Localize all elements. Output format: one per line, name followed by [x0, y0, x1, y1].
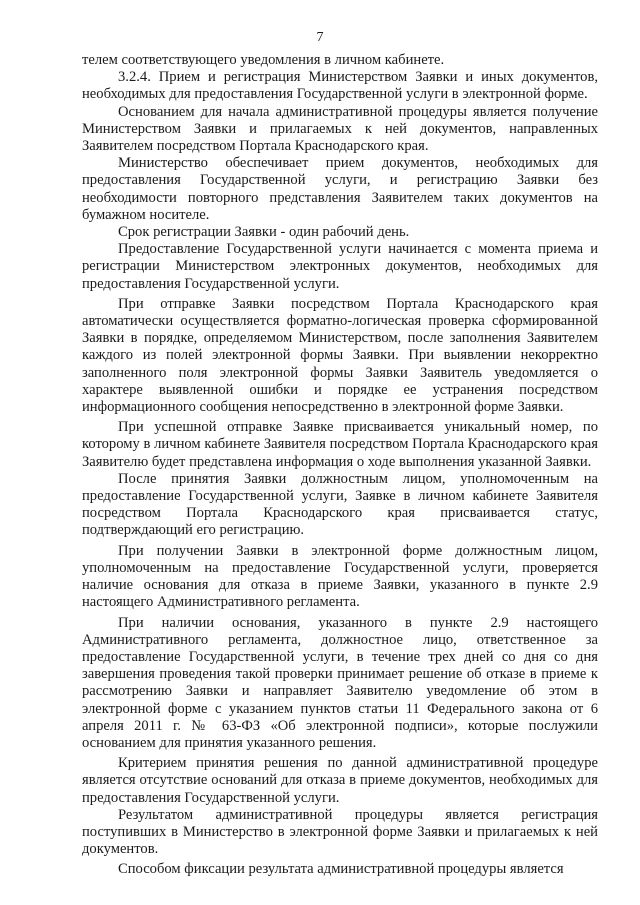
paragraph: Предоставление Государственной услуги начинается с момента приема и регистрации Министерством электронных документов, необходимых для предоставления Государственной услуги.: [82, 241, 598, 292]
paragraph-continuation: телем соответствующего уведомления в личном кабинете.: [82, 52, 445, 68]
paragraph: Результатом административной процедуры является регистрация поступивших в Министерство в электронной форме Заявки и прилагаемых к ней документов.: [82, 806, 598, 858]
page-number: 7: [316, 30, 324, 45]
paragraph: При наличии основания, указанного в пункте 2.9 настоящего Административного регламента, должностное лицо, ответственное за предоставление Государственной услуги, в течение трех дней со дня со дня завершения проведения такой проверки принимает решение об отказе в приеме к рассмотрению Заявки и направляет Заявителю уведомление об этом в электронной форме с указанием пунктов статьи 11 Федерального закона от 6 апреля 2011 г. № 63-ФЗ «Об электронной подписи», которые послужили основанием для принятия указанного решения.: [82, 614, 598, 751]
paragraph: Способом фиксации результата административной процедуры является: [118, 861, 564, 878]
paragraph: При успешной отправке Заявке присваивается уникальный номер, по которому в личном кабинете Заявителя посредством Портала Краснодарского края Заявителю будет представлена информация о ходе выполнения указанной Заявки.: [82, 419, 598, 470]
section-heading-3-2-4: 3.2.4. Прием и регистрация Министерством Заявки и иных документов, необходимых для предоставления Государственной услуги в электронной форме.: [82, 69, 598, 103]
paragraph: Критерием принятия решения по данной административной процедуре является отсутствие оснований для отказа в приеме документов, необходимых для предоставления Государственной услуги.: [82, 755, 598, 806]
paragraph: Срок регистрации Заявки - один рабочий день.: [118, 224, 410, 241]
paragraph: Министерство обеспечивает прием документов, необходимых для предоставления Государственной услуги, и регистрацию Заявки без необходимости повторного представления Заявителем таких документов на бумажном носителе.: [82, 155, 598, 223]
document-body: [82, 52, 598, 879]
paragraph: При получении Заявки в электронной форме должностным лицом, уполномоченным на предоставление Государственной услуги, проверяется наличие основания для отказа в приеме Заявки, указанного в пункте 2.9 настоящего Административного регламента.: [82, 542, 598, 611]
paragraph: После принятия Заявки должностным лицом, уполномоченным на предоставление Государственной услуги, Заявке в личном кабинете Заявителя посредством Портала Краснодарского края присваивается статус, подтверждающий его регистрацию.: [82, 470, 598, 539]
paragraph: Основанием для начала административной процедуры является получение Министерством Заявки и прилагаемых к ней документов, направленных Заявителем посредством Портала Краснодарского края.: [82, 103, 598, 155]
paragraph: При отправке Заявки посредством Портала Краснодарского края автоматически осуществляется форматно-логическая проверка сформированной Заявки в порядке, определяемом Министерством, после заполнения Заявителем каждого из полей электронной формы Заявки. При выявлении некорректно заполненного поля электронной формы Заявки Заявитель уведомляется о характере выявленной ошибки и порядке ее устранения посредством информационного сообщения непосредственно в электронной форме Заявки.: [82, 295, 598, 416]
